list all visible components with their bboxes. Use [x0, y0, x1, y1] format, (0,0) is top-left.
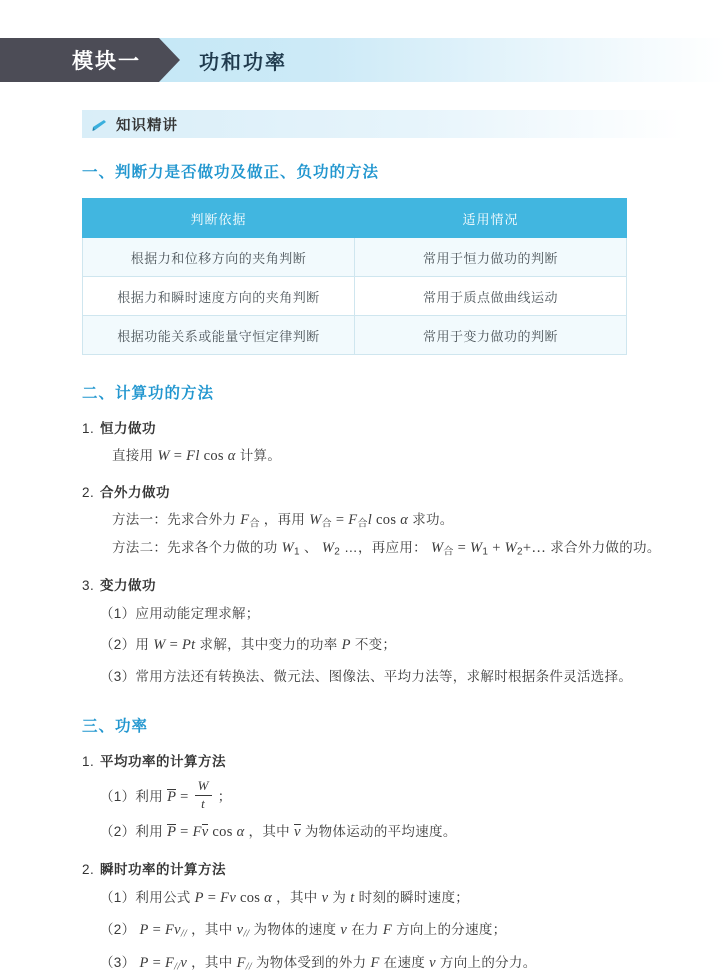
list-item-body: （2）用 W = Pt 求解，其中变力的功率 P 不变；: [100, 637, 397, 654]
section-header: [82, 110, 684, 138]
list-item: [82, 574, 726, 594]
list-index: 2.: [82, 485, 95, 501]
table-row: [83, 316, 627, 355]
list-item-body: （2） P = Fv// ，其中 v// 为物体的速度 v 在力 F 方向上的分速度；: [100, 922, 507, 940]
heading-two: 二、计算功的方法: [82, 385, 215, 402]
criteria-table-wrapper: [82, 198, 627, 355]
table-column-header: 适用情况: [355, 199, 627, 238]
criteria-table: [82, 198, 627, 355]
list-item-title: 变力做功: [100, 578, 156, 594]
list-item-body: （3） P = F//v ，其中 F// 为物体受到的外力 F 在速度 v 方向上的分力。: [100, 954, 537, 973]
list-item: [82, 858, 726, 878]
list-index: 1.: [82, 421, 95, 436]
module-banner: [0, 38, 726, 82]
list-item-body: 方法一：先求合外力 F合 ，再用 W合 = F合l cos α 求功。: [112, 512, 454, 530]
list-index: 3.: [82, 578, 95, 594]
list-index: 2.: [82, 861, 95, 877]
list-item-body: （1）利用公式 P = Fv cos α ，其中 v 为 t 时刻的瞬时速度；: [100, 889, 470, 906]
module-tag: 模块一: [0, 38, 159, 82]
list-item-title: 恒力做功: [100, 421, 156, 436]
table-header-row: [83, 199, 627, 238]
heading-three: 三、功率: [82, 717, 149, 735]
document-page: [0, 38, 726, 975]
list-index: 1.: [82, 753, 95, 769]
list-item: [82, 750, 726, 770]
module-title: 功和功率: [199, 51, 287, 74]
table-cell: 根据力和瞬时速度方向的夹角判断: [83, 277, 355, 316]
list-item-body: （2）利用 P = Fv cos α ，其中 v 为物体运动的平均速度。: [100, 823, 457, 840]
list-item-body: （1）利用 P = $\frac{W}{t}$ ；: [100, 777, 232, 811]
table-cell: 根据力和位移方向的夹角判断: [83, 238, 355, 277]
table-row: [83, 238, 627, 277]
table-cell: 常用于恒力做功的判断: [355, 238, 627, 277]
list-item-title: 平均功率的计算方法: [100, 753, 226, 769]
list-item-body: 直接用 W = Fl cos α 计算。: [112, 448, 282, 464]
list-item-title: 瞬时功率的计算方法: [100, 861, 226, 877]
pencil-flag-icon: [92, 118, 108, 132]
list-item: [82, 481, 726, 501]
table-cell: 根据功能关系或能量守恒定律判断: [83, 316, 355, 355]
heading-one: 一、判断力是否做功及做正、负功的方法: [82, 164, 380, 181]
list-item-title: 合外力做功: [100, 485, 170, 501]
list-item-body: （3）常用方法还有转换法、微元法、图像法、平均力法等，求解时根据条件灵活选择。: [100, 669, 633, 685]
list-item-body: 方法二：先求各个力做的功 W1 、 W2 …，再应用： W合 = W1 + W2+… 求合外力做的功。: [112, 540, 661, 558]
list-item: [82, 417, 726, 437]
table-column-header: 判断依据: [83, 199, 355, 238]
table-row: [83, 277, 627, 316]
table-cell: 常用于变力做功的判断: [355, 316, 627, 355]
table-cell: 常用于质点做曲线运动: [355, 277, 627, 316]
section-header-label: 知识精讲: [116, 117, 178, 134]
list-item-body: （1）应用动能定理求解；: [100, 606, 260, 622]
